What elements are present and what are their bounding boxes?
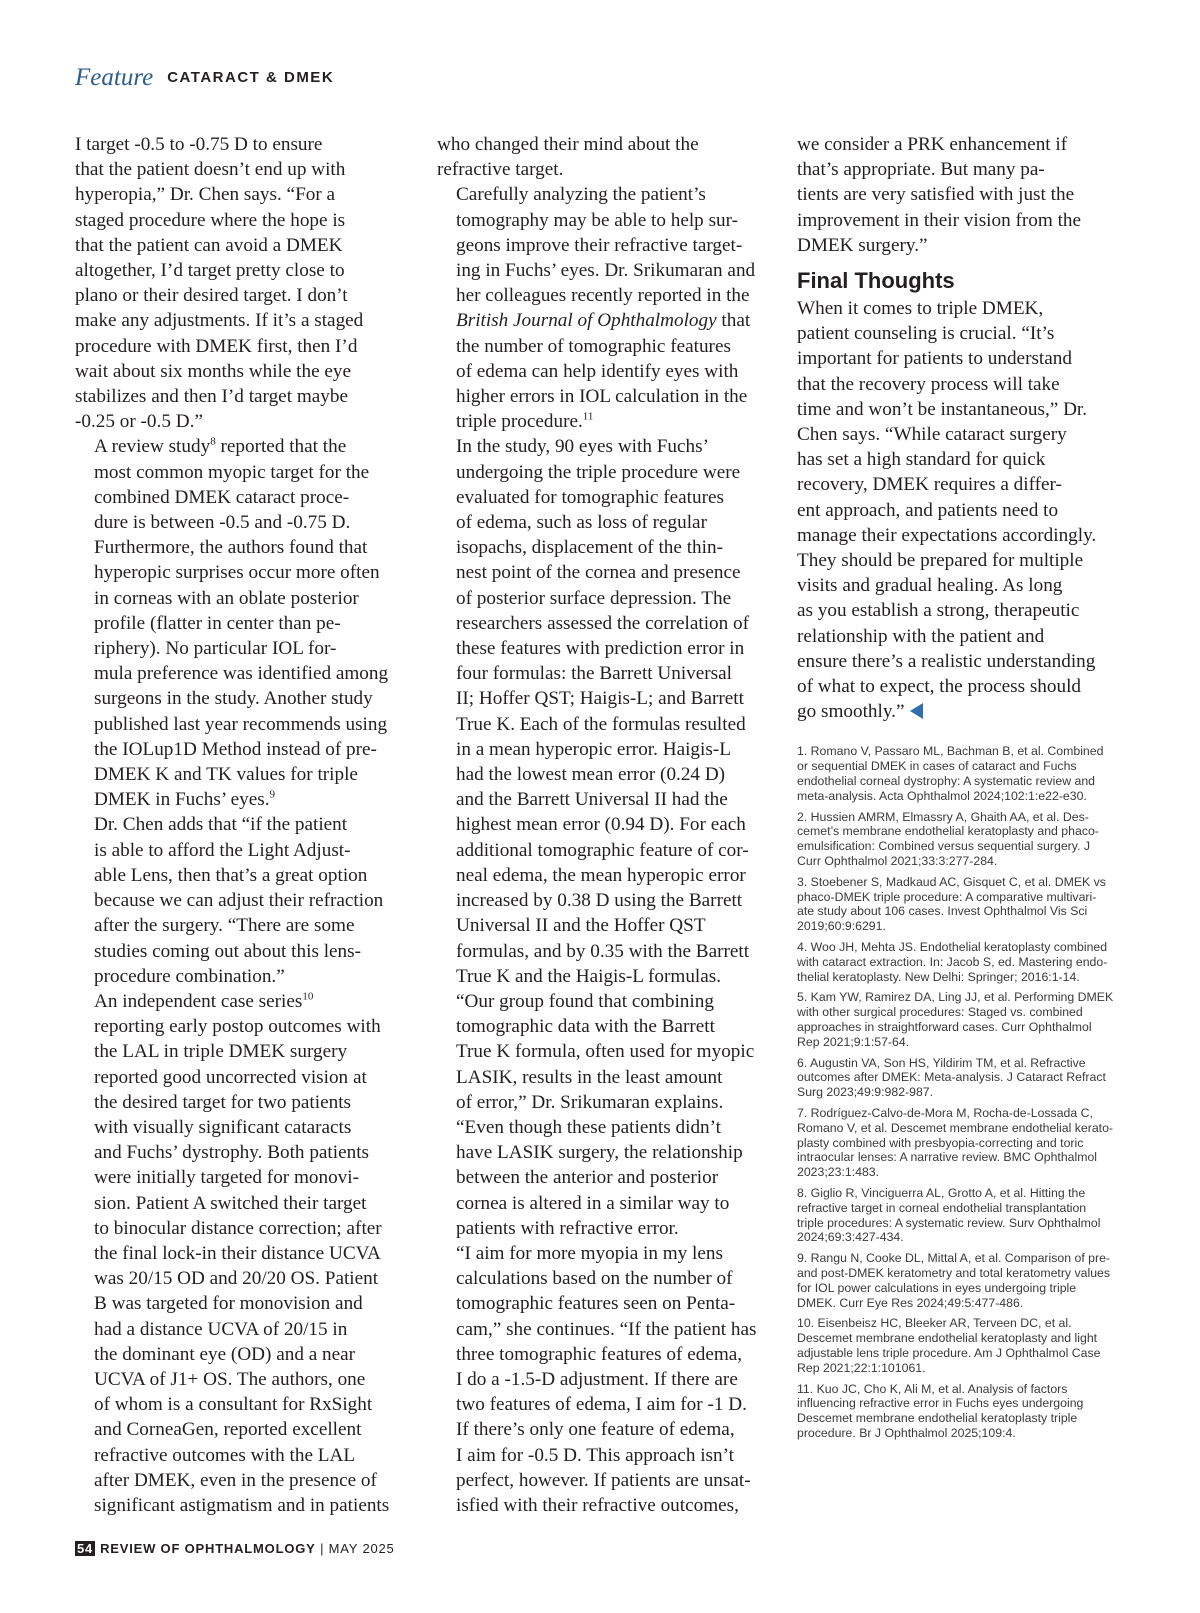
reference-item bbox=[797, 940, 1127, 984]
text-line: I aim for -0.5 D. This approach isn’t bbox=[456, 1444, 734, 1466]
text-line: geons improve their refractive target- bbox=[456, 234, 743, 256]
reference-line: adjustable lens triple procedure. Am J Ophthalmol Case bbox=[797, 1345, 1101, 1360]
reference-line: approaches in straightforward cases. Curr Ophthalmol bbox=[797, 1020, 1092, 1035]
text-line: the dominant eye (OD) and a near bbox=[94, 1343, 356, 1365]
reference-line: and post-DMEK keratometry and total keratometry values bbox=[797, 1265, 1111, 1280]
reference-item bbox=[797, 744, 1127, 803]
paragraph bbox=[75, 132, 401, 434]
text-line: riphery). No particular IOL for- bbox=[94, 638, 337, 660]
page-number: 54 bbox=[77, 1541, 94, 1556]
paragraph: Carefully analyzing the patient’s tomography may be able to help sur- geons improve their refractive target- ing in Fuchs’ eyes. Dr. Srikumaran and her colleagues recently reported in the British Journal of Ophthalmology that the number of tomographic features of edema can help identify eyes with higher errors in IOL calculation in the triple procedure.$^{11}$ bbox=[437, 182, 764, 434]
text-line: reported good uncorrected vision at bbox=[94, 1066, 367, 1088]
text-line: formulas, and by 0.35 with the Barrett bbox=[456, 940, 750, 962]
text-line: of error,” Dr. Srikumaran explains. bbox=[456, 1091, 724, 1113]
text-line: stabilizes and then I’d target maybe bbox=[75, 386, 348, 408]
text-line: that the patient doesn’t end up with bbox=[75, 159, 346, 181]
reference-line: Rep 2021;22:1:101061. bbox=[797, 1360, 926, 1375]
text-line: refractive outcomes with the LAL bbox=[94, 1444, 356, 1466]
text-line: published last year recommends using bbox=[94, 713, 388, 735]
reference-item bbox=[797, 1056, 1127, 1100]
column-3 bbox=[797, 132, 1127, 1447]
reference-line: refractive target in corneal endothelial transplantation bbox=[797, 1200, 1087, 1215]
text-line: dure is between -0.5 and -0.75 D. bbox=[94, 512, 351, 534]
text-line: improvement in their vision from the bbox=[797, 209, 1082, 231]
text-line: four formulas: the Barrett Universal bbox=[456, 663, 732, 685]
reference-line: DMEK. Curr Eye Res 2024;49:5:477-486. bbox=[797, 1295, 1024, 1310]
issue-date: MAY 2025 bbox=[328, 1541, 395, 1556]
text-line: Carefully analyzing the patient’s bbox=[456, 184, 706, 206]
reference-line: triple procedures: A systematic review. Surv Ophthalmol bbox=[797, 1215, 1101, 1230]
text-line: isopachs, displacement of the thin- bbox=[456, 537, 723, 559]
reference-line: for IOL power calculations in eyes undergoing triple bbox=[797, 1280, 1077, 1295]
text-line: and the Barrett Universal II had the bbox=[456, 789, 728, 811]
paragraph: An independent case series$^{10}$ reporting early postop outcomes with the LAL in triple DMEK surgery reported good uncorrected vision at the desired target for two patients with visually significant cataracts and Fuchs’ dystrophy. Both patients were initially targeted for monovi- sion. Patient A switched their target to binocular distance correction; after the final lock-in their distance UCVA was 20/15 OD and 20/20 OS. Patient B was targeted for monovision and had a distance UCVA of 20/15 in the dominant eye (OD) and a near UCVA of J1+ OS. The authors, one of whom is a consultant for RxSight and CorneaGen, reported excellent refractive outcomes with the LAL after DMEK, even in the presence of significant astigmatism and in patients bbox=[75, 989, 401, 1518]
reference-line: 9. Rangu N, Cooke DL, Mittal A, et al. Comparison of pre- bbox=[797, 1251, 1111, 1266]
text-line: her colleagues recently reported in the bbox=[456, 285, 750, 307]
text-line: because we can adjust their refraction bbox=[94, 890, 384, 912]
text-line: patient counseling is crucial. “It’s bbox=[797, 323, 1055, 345]
text-line: the number of tomographic features bbox=[456, 335, 731, 357]
paragraph bbox=[797, 132, 1127, 258]
text-line: these features with prediction error in bbox=[456, 638, 745, 660]
text-line: had the lowest mean error (0.24 D) bbox=[456, 764, 726, 786]
reference-item bbox=[797, 1106, 1127, 1180]
text-line: have LASIK surgery, the relationship bbox=[456, 1142, 743, 1164]
text-line: ing in Fuchs’ eyes. Dr. Srikumaran and bbox=[456, 260, 756, 282]
reference-line: meta-analysis. Acta Ophthalmol 2024;102:1:e22-e30. bbox=[797, 788, 1087, 803]
text-line: ent approach, and patients need to bbox=[797, 499, 1059, 521]
paragraph bbox=[437, 434, 764, 988]
paragraph: A review study$^8$ reported that the most common myopic target for the combined DMEK cataract proce- dure is between -0.5 and -0.75 D. Furthermore, the authors found that hyperopic surprises occur more often in corneas with an oblate posterior profile (flatter in center than pe- riphery). No particular IOL for- mula preference was identified among surgeons in the study. Another study published last year recommends using the IOLup1D Method instead of pre- DMEK K and TK values for triple DMEK in Fuchs’ eyes.$^9$ bbox=[75, 434, 401, 812]
text-line: Furthermore, the authors found that bbox=[94, 537, 368, 559]
text-line: researchers assessed the correlation of bbox=[456, 612, 750, 634]
text-line: hyperopic surprises occur more often bbox=[94, 562, 380, 584]
text-line: and CorneaGen, reported excellent bbox=[94, 1419, 362, 1441]
paragraph bbox=[75, 812, 401, 988]
reference-line: 1. Romano V, Passaro ML, Bachman B, et al. Combined bbox=[797, 744, 1104, 759]
magazine-name: REVIEW OF OPHTHALMOLOGY bbox=[100, 1541, 316, 1556]
text-line: tomographic data with the Barrett bbox=[456, 1016, 715, 1038]
reference-line: 2024;69:3:427-434. bbox=[797, 1230, 904, 1245]
reference-item bbox=[797, 875, 1127, 934]
text-line: of whom is a consultant for RxSight bbox=[94, 1394, 373, 1416]
text-line: of edema, such as loss of regular bbox=[456, 512, 707, 534]
text-line: I target -0.5 to -0.75 D to ensure bbox=[75, 134, 323, 155]
text-line: the IOLup1D Method instead of pre- bbox=[94, 738, 377, 760]
text-line: that’s appropriate. But many pa- bbox=[797, 159, 1045, 181]
reference-line: 11. Kuo JC, Cho K, Ali M, et al. Analysis of factors bbox=[797, 1381, 1068, 1396]
paragraph: When it comes to triple DMEK, patient counseling is crucial. “It’s important for patients to understand that the recovery process will take time and won’t be instantaneous,” Dr. Chen says. “While cataract surgery has set a high standard for quick recovery, DMEK requires a differ- ent approach, and patients need to manage their expectations accordingly. They should be prepared for multiple visits and gradual healing. As long as you establish a strong, therapeutic relationship with the patient and ensure there’s a realistic understanding of what to expect, the process should go smoothly.” bbox=[797, 296, 1127, 724]
text-line: was 20/15 OD and 20/20 OS. Patient bbox=[94, 1268, 379, 1290]
text-line: of edema can help identify eyes with bbox=[456, 360, 739, 382]
page-header bbox=[75, 64, 334, 96]
text-line: make any adjustments. If it’s a staged bbox=[75, 310, 364, 332]
text-line: True K. Each of the formulas resulted bbox=[456, 713, 746, 735]
text-line: When it comes to triple DMEK, bbox=[797, 298, 1044, 320]
reference-item bbox=[797, 1186, 1127, 1245]
text-line: able Lens, then that’s a great option bbox=[94, 864, 368, 886]
text-line: ensure there’s a realistic understanding bbox=[797, 650, 1096, 672]
reference-line: Descemet membrane endothelial keratoplasty and light bbox=[797, 1331, 1098, 1346]
text-line: surgeons in the study. Another study bbox=[94, 688, 373, 710]
text-line: manage their expectations accordingly. bbox=[797, 524, 1097, 546]
text-line: tomography may be able to help sur- bbox=[456, 209, 739, 231]
reference-line: 10. Eisenbeisz HC, Bleeker AR, Terveen DC, et al. bbox=[797, 1316, 1072, 1331]
text-line: as you establish a strong, therapeutic bbox=[797, 600, 1080, 622]
end-of-article-icon bbox=[910, 703, 923, 719]
text-line: most common myopic target for the bbox=[94, 461, 370, 483]
text-line: recovery, DMEK requires a differ- bbox=[797, 474, 1062, 496]
reference-line: 8. Giglio R, Vinciguerra AL, Grotto A, et al. Hitting the bbox=[797, 1185, 1086, 1200]
feature-label: Feature bbox=[75, 64, 154, 91]
reference-line: Surg 2023;49:9:982-987. bbox=[797, 1085, 934, 1100]
reference-line: with other surgical procedures: Staged vs. combined bbox=[797, 1005, 1083, 1020]
text-line: reporting early postop outcomes with bbox=[94, 1016, 381, 1038]
text-line: Dr. Chen adds that “if the patient bbox=[94, 814, 348, 836]
text-line: neal edema, the mean hyperopic error bbox=[456, 864, 746, 886]
text-line: had a distance UCVA of 20/15 in bbox=[94, 1318, 348, 1340]
text-line: tomographic features seen on Penta- bbox=[456, 1293, 736, 1315]
text-line: I do a -1.5-D adjustment. If there are bbox=[456, 1368, 738, 1390]
text-line: altogether, I’d target pretty close to bbox=[75, 260, 345, 282]
text-line: has set a high standard for quick bbox=[797, 449, 1046, 471]
reference-line: 5. Kam YW, Ramirez DA, Ling JJ, et al. Performing DMEK bbox=[797, 990, 1114, 1005]
text-line: procedure combination.” bbox=[94, 965, 285, 987]
reference-line: 4. Woo JH, Mehta JS. Endothelial keratoplasty combined bbox=[797, 940, 1108, 955]
subheading: Final Thoughts bbox=[797, 268, 955, 294]
text-line: two features of edema, I aim for -1 D. bbox=[456, 1394, 747, 1416]
text-line: were initially targeted for monovi- bbox=[94, 1167, 359, 1189]
reference-line: with cataract extraction. In: Jacob S, ed. Mastering endo- bbox=[797, 954, 1108, 969]
reference-line: 7. Rodríguez-Calvo-de-Mora M, Rocha-de-Lossada C, bbox=[797, 1106, 1093, 1120]
text-line: studies coming out about this lens- bbox=[94, 940, 362, 962]
paragraph bbox=[437, 989, 764, 1241]
text-line: time and won’t be instantaneous,” Dr. bbox=[797, 398, 1088, 420]
text-line: calculations based on the number of bbox=[456, 1268, 733, 1290]
paragraph bbox=[437, 1241, 764, 1518]
reference-item bbox=[797, 1382, 1127, 1441]
text-line: who changed their mind about the bbox=[437, 134, 699, 155]
column-1 bbox=[75, 132, 401, 1518]
text-line: True K formula, often used for myopic bbox=[456, 1041, 755, 1063]
text-line: three tomographic features of edema, bbox=[456, 1343, 743, 1365]
text-line: the final lock-in their distance UCVA bbox=[94, 1242, 381, 1264]
text-line: additional tomographic feature of cor- bbox=[456, 839, 749, 861]
text-line: after DMEK, even in the presence of bbox=[94, 1469, 377, 1491]
text-line: cornea is altered in a similar way to bbox=[456, 1192, 730, 1214]
text-line: in a mean hyperopic error. Haigis-L bbox=[456, 738, 731, 760]
text-line: evaluated for tomographic features bbox=[456, 486, 724, 508]
text-line: B was targeted for monovision and bbox=[94, 1293, 363, 1315]
reference-line: Rep 2021;9:1:57-64. bbox=[797, 1034, 910, 1049]
text-line: -0.25 or -0.5 D.” bbox=[75, 411, 203, 433]
reference-line: intraocular lenses: A narrative review. BMC Ophthalmol bbox=[797, 1150, 1098, 1165]
reference-line: 2. Hussien AMRM, Elmassry A, Ghaith AA, et al. Des- bbox=[797, 809, 1089, 824]
text-line: wait about six months while the eye bbox=[75, 360, 352, 382]
text-line: of what to expect, the process should bbox=[797, 676, 1082, 698]
text-line: the desired target for two patients bbox=[94, 1091, 351, 1113]
reference-line: 2019;60:9:6291. bbox=[797, 919, 886, 934]
reference-line: Curr Ophthalmol 2021;33:3:277-284. bbox=[797, 854, 998, 869]
reference-item bbox=[797, 810, 1127, 869]
text-line: and Fuchs’ dystrophy. Both patients bbox=[94, 1142, 369, 1164]
text-line: important for patients to understand bbox=[797, 348, 1072, 370]
text-line: visits and gradual healing. As long bbox=[797, 575, 1063, 597]
text-line: If there’s only one feature of edema, bbox=[456, 1419, 735, 1441]
text-line: II; Hoffer QST; Haigis-L; and Barrett bbox=[456, 688, 744, 710]
text-line: mula preference was identified among bbox=[94, 663, 389, 685]
reference-line: phaco-DMEK triple procedure: A comparative multivari- bbox=[797, 889, 1097, 904]
text-line: combined DMEK cataract proce- bbox=[94, 486, 350, 508]
text-line: in corneas with an oblate posterior bbox=[94, 587, 359, 609]
text-line: relationship with the patient and bbox=[797, 625, 1045, 647]
reference-line: 2023;23:1:483. bbox=[797, 1165, 880, 1180]
text-line: sion. Patient A switched their target bbox=[94, 1192, 367, 1214]
reference-item bbox=[797, 1316, 1127, 1375]
text-line: patients with refractive error. bbox=[456, 1217, 679, 1239]
text-line: tients are very satisfied with just the bbox=[797, 184, 1075, 206]
text-line: DMEK surgery.” bbox=[797, 234, 928, 256]
reference-line: cemet’s membrane endothelial keratoplasty and phaco- bbox=[797, 824, 1099, 839]
text-line: perfect, however. If patients are unsat- bbox=[456, 1469, 751, 1491]
text-line: procedure with DMEK first, then I’d bbox=[75, 335, 358, 357]
text-line: hyperopia,” Dr. Chen says. “For a bbox=[75, 184, 336, 206]
footer-separator: | bbox=[320, 1541, 325, 1556]
text-line: profile (flatter in center than pe- bbox=[94, 612, 341, 634]
text-line: UCVA of J1+ OS. The authors, one bbox=[94, 1368, 366, 1390]
reference-line: procedure. Br J Ophthalmol 2025;109:4. bbox=[797, 1425, 1016, 1440]
reference-line: thelial keratoplasty. New Delhi: Springer; 2016:1-14. bbox=[797, 969, 1080, 984]
text-line: between the anterior and posterior bbox=[456, 1167, 719, 1189]
text-line: LASIK, results in the least amount bbox=[456, 1066, 723, 1088]
reference-line: endothelial corneal dystrophy: A systematic review and bbox=[797, 774, 1096, 789]
section-label: CATARACT & DMEK bbox=[167, 69, 335, 86]
text-line: plano or their desired target. I don’t bbox=[75, 285, 348, 307]
column-2 bbox=[437, 132, 764, 1518]
text-line: we consider a PRK enhancement if bbox=[797, 134, 1068, 155]
reference-line: emulsification: Combined versus sequential surgery. J bbox=[797, 839, 1090, 854]
text-line: “Even though these patients didn’t bbox=[456, 1116, 722, 1138]
journal-title: British Journal of Ophthalmology bbox=[456, 310, 717, 332]
reference-line: 6. Augustin VA, Son HS, Yildirim TM, et al. Refractive bbox=[797, 1055, 1086, 1070]
text-line: of posterior surface depression. The bbox=[456, 587, 732, 609]
reference-line: influencing refractive error in Fuchs eyes undergoing bbox=[797, 1396, 1084, 1411]
text-line: staged procedure where the hope is bbox=[75, 209, 346, 231]
text-line: DMEK K and TK values for triple bbox=[94, 764, 358, 786]
text-line: that the recovery process will take bbox=[797, 373, 1060, 395]
text-line: True K and the Haigis-L formulas. bbox=[456, 965, 722, 987]
text-line: In the study, 90 eyes with Fuchs’ bbox=[456, 436, 709, 458]
text-line: refractive target. bbox=[437, 159, 564, 181]
reference-line: plasty combined with presbyopia-correcting and toric bbox=[797, 1135, 1084, 1150]
text-line: higher errors in IOL calculation in the bbox=[456, 386, 748, 408]
text-line: the LAL in triple DMEK surgery bbox=[94, 1041, 348, 1063]
text-line: cam,” she continues. “If the patient has bbox=[456, 1318, 757, 1340]
reference-line: outcomes after DMEK: Meta-analysis. J Cataract Refract bbox=[797, 1070, 1106, 1085]
text-line: “Our group found that combining bbox=[456, 990, 714, 1012]
reference-line: 3. Stoebener S, Madkaud AC, Gisquet C, et al. DMEK vs bbox=[797, 874, 1106, 889]
text-line: “I aim for more myopia in my lens bbox=[456, 1242, 723, 1264]
reference-line: or sequential DMEK in cases of cataract and Fuchs bbox=[797, 759, 1077, 774]
text-line: isfied with their refractive outcomes, bbox=[456, 1494, 739, 1516]
paragraph bbox=[437, 132, 764, 182]
page-footer bbox=[75, 1541, 395, 1556]
text-line: that the patient can avoid a DMEK bbox=[75, 234, 343, 256]
text-line: to binocular distance correction; after bbox=[94, 1217, 382, 1239]
text-line: Chen says. “While cataract surgery bbox=[797, 424, 1067, 446]
text-line: significant astigmatism and in patients bbox=[94, 1494, 390, 1516]
text-line: highest mean error (0.94 D). For each bbox=[456, 814, 746, 836]
references bbox=[797, 744, 1127, 1440]
text-line: undergoing the triple procedure were bbox=[456, 461, 741, 483]
reference-item bbox=[797, 1251, 1127, 1310]
text-line: They should be prepared for multiple bbox=[797, 550, 1084, 572]
reference-item bbox=[797, 990, 1127, 1049]
text-line: after the surgery. “There are some bbox=[94, 915, 355, 937]
reference-line: ate study about 106 cases. Invest Ophthalmol Vis Sci bbox=[797, 904, 1088, 919]
text-line: increased by 0.38 D using the Barrett bbox=[456, 890, 743, 912]
reference-line: Descemet membrane endothelial keratoplasty triple bbox=[797, 1411, 1078, 1426]
text-line: Universal II and the Hoffer QST bbox=[456, 915, 706, 937]
text-line: nest point of the cornea and presence bbox=[456, 562, 741, 584]
reference-line: Romano V, et al. Descemet membrane endothelial kerato- bbox=[797, 1120, 1114, 1135]
text-line: is able to afford the Light Adjust- bbox=[94, 839, 351, 861]
text-line: with visually significant cataracts bbox=[94, 1116, 352, 1138]
